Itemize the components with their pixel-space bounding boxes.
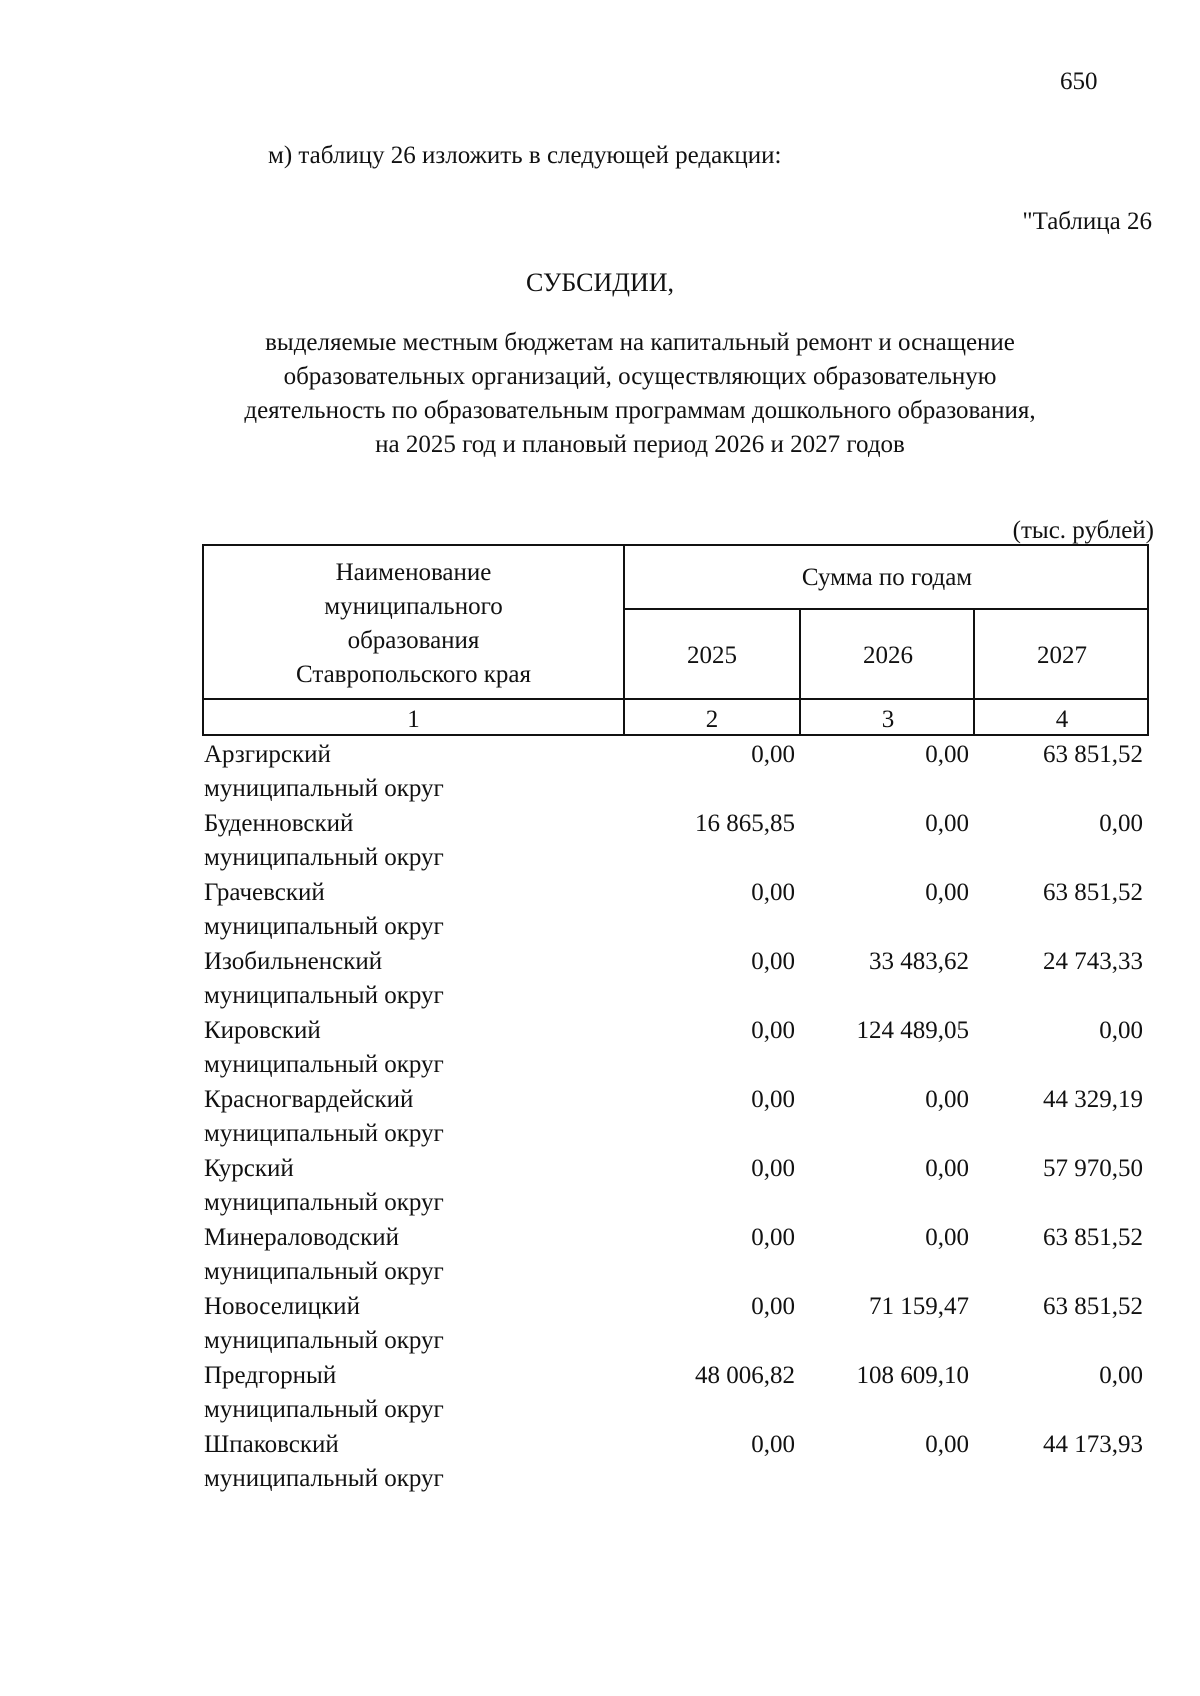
header-sum-by-years: Сумма по годам (801, 564, 973, 591)
table-divider-sum (623, 608, 1149, 610)
value-2025: 0,00 (751, 1293, 795, 1320)
municipality-name: Курский муниципальный округ (204, 1155, 444, 1216)
page-number: 650 (1060, 68, 1098, 95)
column-number-3: 3 (881, 706, 895, 733)
table-row (204, 1428, 1149, 1497)
value-2027: 0,00 (1099, 810, 1143, 837)
municipality-name: Буденновский муниципальный округ (204, 810, 444, 871)
value-2026: 0,00 (925, 810, 969, 837)
table-row (204, 738, 1149, 807)
table-row (204, 1359, 1149, 1428)
value-2027: 63 851,52 (1043, 879, 1143, 906)
table-row (204, 1290, 1149, 1359)
table-row (204, 807, 1149, 876)
value-2025: 0,00 (751, 1431, 795, 1458)
table-border-top (202, 544, 1149, 546)
value-2025: 0,00 (751, 948, 795, 975)
municipality-name: Шпаковский муниципальный округ (204, 1431, 444, 1492)
header-name-line: Ставропольского края (296, 661, 531, 688)
value-2025: 0,00 (751, 879, 795, 906)
table-row (204, 876, 1149, 945)
value-2025: 48 006,82 (695, 1362, 795, 1389)
table-border-bottom (202, 734, 1149, 736)
municipality-name: Новоселицкий муниципальный округ (204, 1293, 444, 1354)
value-2027: 24 743,33 (1043, 948, 1143, 975)
value-2026: 71 159,47 (869, 1293, 969, 1320)
table-divider-numbers (202, 698, 1149, 700)
subtitle-line: на 2025 год и плановый период 2026 и 2027 годов (375, 431, 905, 458)
subtitle-line: деятельность по образовательным программам дошкольного образования, (244, 397, 1036, 424)
value-2025: 0,00 (751, 1224, 795, 1251)
table-row (204, 1221, 1149, 1290)
table-body (204, 738, 1149, 1497)
value-2027: 57 970,50 (1043, 1155, 1143, 1182)
municipality-name: Предгорный муниципальный округ (204, 1362, 444, 1423)
value-2026: 0,00 (925, 1431, 969, 1458)
table-row (204, 945, 1149, 1014)
header-year-2026: 2026 (863, 642, 913, 669)
value-2025: 0,00 (751, 1155, 795, 1182)
value-2026: 0,00 (925, 1086, 969, 1113)
header-municipality-name (202, 556, 625, 692)
header-year-2025: 2025 (687, 642, 737, 669)
municipality-name: Арзгирский муниципальный округ (204, 741, 444, 802)
column-number-4: 4 (1055, 706, 1069, 733)
header-name-line: Наименование (335, 559, 492, 586)
table-header (202, 544, 1149, 736)
value-2027: 0,00 (1099, 1017, 1143, 1044)
value-2026: 0,00 (925, 1224, 969, 1251)
table-label: "Таблица 26 (1022, 208, 1152, 235)
document-subtitle (200, 326, 1080, 462)
units-label: (тыс. рублей) (1012, 517, 1154, 544)
value-2026: 33 483,62 (869, 948, 969, 975)
document-title: СУБСИДИИ, (525, 268, 675, 297)
municipality-name: Минераловодский муниципальный округ (204, 1224, 444, 1285)
value-2027: 44 329,19 (1043, 1086, 1143, 1113)
value-2025: 0,00 (751, 741, 795, 768)
value-2026: 108 609,10 (856, 1362, 969, 1389)
header-year-2027: 2027 (1037, 642, 1087, 669)
header-name-line: образования (347, 627, 480, 654)
value-2027: 63 851,52 (1043, 741, 1143, 768)
value-2026: 0,00 (925, 741, 969, 768)
value-2027: 44 173,93 (1043, 1431, 1143, 1458)
value-2025: 16 865,85 (695, 810, 795, 837)
subtitle-line: образовательных организаций, осуществляющих образовательную (283, 363, 997, 390)
value-2027: 63 851,52 (1043, 1293, 1143, 1320)
municipality-name: Кировский муниципальный округ (204, 1017, 444, 1078)
value-2026: 124 489,05 (856, 1017, 969, 1044)
subtitle-line: выделяемые местным бюджетам на капитальный ремонт и оснащение (265, 329, 1015, 356)
table-row (204, 1083, 1149, 1152)
table-row (204, 1014, 1149, 1083)
value-2026: 0,00 (925, 879, 969, 906)
value-2025: 0,00 (751, 1017, 795, 1044)
value-2027: 0,00 (1099, 1362, 1143, 1389)
value-2025: 0,00 (751, 1086, 795, 1113)
column-number-1: 1 (407, 706, 420, 733)
municipality-name: Красногвардейский муниципальный округ (204, 1086, 444, 1147)
municipality-name: Грачевский муниципальный округ (204, 879, 444, 940)
municipality-name: Изобильненский муниципальный округ (204, 948, 444, 1009)
instruction-text: м) таблицу 26 изложить в следующей редакции: (268, 142, 782, 169)
column-number-2: 2 (705, 706, 719, 733)
header-name-line: муниципального (324, 593, 503, 620)
value-2026: 0,00 (925, 1155, 969, 1182)
value-2027: 63 851,52 (1043, 1224, 1143, 1251)
table-row (204, 1152, 1149, 1221)
